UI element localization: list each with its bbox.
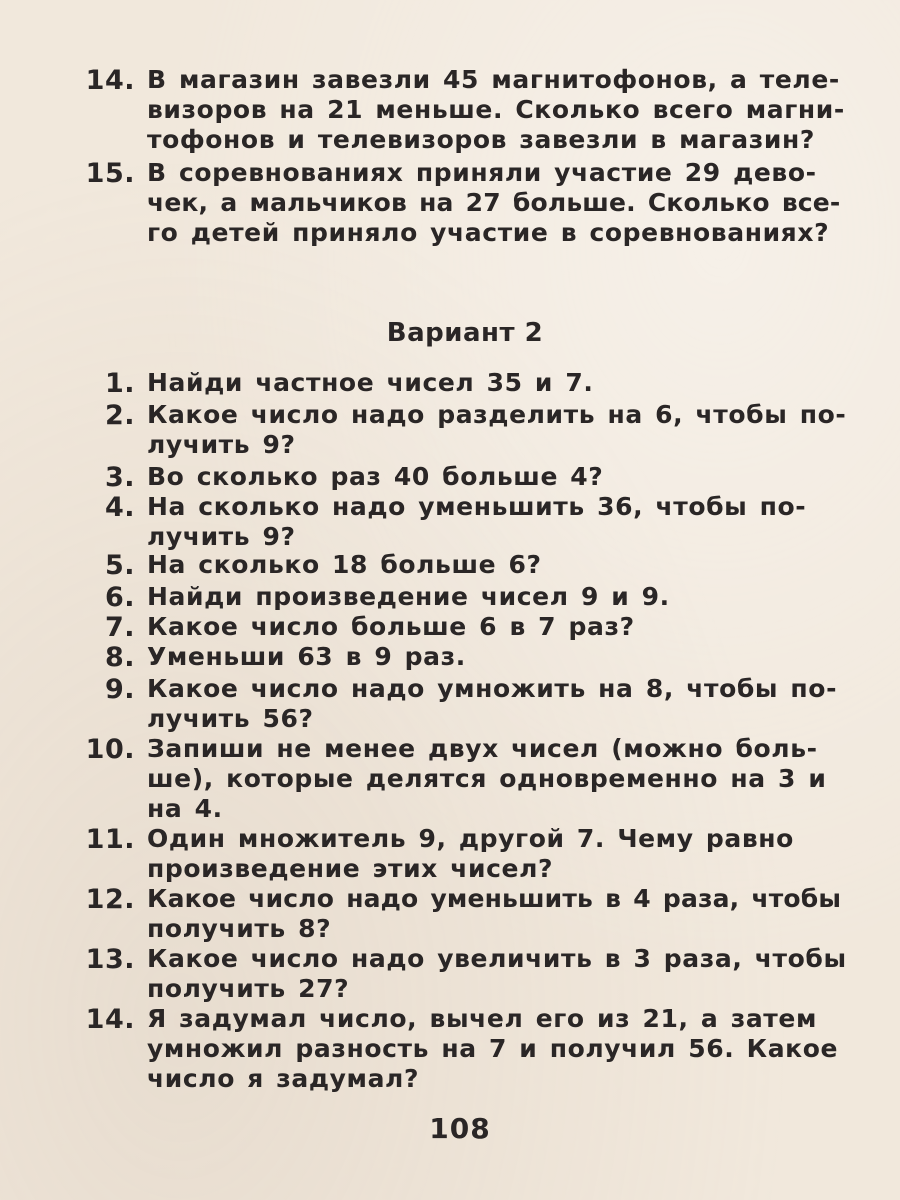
- problem-text: [147, 158, 847, 248]
- problem-number: 2.: [104, 400, 135, 431]
- problem-line: получить 8?: [147, 914, 332, 943]
- problem-line: Один множитель 9, другой 7. Чему равно: [147, 824, 794, 853]
- problem-text: [147, 734, 847, 824]
- problem-line: Найди произведение чисел 9 и 9.: [147, 582, 670, 611]
- problem-line: Какое число больше 6 в 7 раз?: [147, 612, 635, 641]
- problem-line: чек, а мальчиков на 27 больше. Сколько все-: [147, 188, 841, 217]
- problem-number: 13.: [85, 944, 135, 975]
- problem-number: 14.: [85, 1004, 135, 1035]
- problem-number: 4.: [104, 492, 135, 523]
- problem-text: [147, 884, 847, 944]
- problem-line: На сколько надо уменьшить 36, чтобы по-: [147, 492, 807, 521]
- problem-line: лучить 9?: [147, 430, 296, 459]
- problem-number: 11.: [85, 824, 135, 855]
- problem-line: произведение этих чисел?: [147, 854, 554, 883]
- problem-line: Какое число надо разделить на 6, чтобы по-: [147, 400, 847, 429]
- problem-number: 7.: [104, 612, 135, 643]
- problem-number: 15.: [85, 158, 135, 189]
- problem-number: 8.: [104, 642, 135, 673]
- problem-text: [147, 550, 847, 580]
- problem-line: тофонов и телевизоров завезли в магазин?: [147, 125, 815, 154]
- problem-text: [147, 824, 847, 884]
- problem-line: число я задумал?: [147, 1064, 420, 1093]
- problem-text: [147, 462, 847, 492]
- problem-number: 9.: [104, 674, 135, 705]
- problem-line: Уменьши 63 в 9 раз.: [147, 642, 466, 671]
- problem-number: 6.: [104, 582, 135, 613]
- variant-heading: Вариант 2: [386, 318, 544, 348]
- problem-line: ше), которые делятся одновременно на 3 и: [147, 764, 827, 793]
- problem-line: го детей приняло участие в соревнованиях?: [147, 218, 830, 247]
- problem-line: На сколько 18 больше 6?: [147, 550, 542, 579]
- problem-number: 1.: [104, 368, 135, 399]
- problem-line: Какое число надо уменьшить в 4 раза, чтобы: [147, 884, 842, 913]
- problem-number: 10.: [85, 734, 135, 765]
- problem-line: визоров на 21 меньше. Сколько всего магни-: [147, 95, 845, 124]
- problem-number: 5.: [104, 550, 135, 581]
- problem-text: [147, 368, 847, 398]
- problem-line: Какое число надо увеличить в 3 раза, чтобы: [147, 944, 847, 973]
- problem-line: на 4.: [147, 794, 223, 823]
- problem-line: получить 27?: [147, 974, 350, 1003]
- problem-text: [147, 65, 847, 155]
- problem-number: 3.: [104, 462, 135, 493]
- page-number: 108: [429, 1112, 491, 1145]
- problem-text: [147, 674, 847, 734]
- problem-text: [147, 582, 847, 612]
- problem-line: Найди частное чисел 35 и 7.: [147, 368, 594, 397]
- problem-line: умножил разность на 7 и получил 56. Какое: [147, 1034, 839, 1063]
- problem-text: [147, 642, 847, 672]
- problem-text: [147, 612, 847, 642]
- problem-line: Во сколько раз 40 больше 4?: [147, 462, 604, 491]
- problem-line: Я задумал число, вычел его из 21, а затем: [147, 1004, 817, 1033]
- problem-line: Запиши не менее двух чисел (можно боль-: [147, 734, 818, 763]
- problem-line: лучить 9?: [147, 522, 296, 551]
- problem-text: [147, 492, 847, 552]
- problem-number: 14.: [85, 65, 135, 96]
- problem-text: [147, 944, 847, 1004]
- problem-line: В магазин завезли 45 магнитофонов, а теле-: [147, 65, 840, 94]
- problem-text: [147, 400, 847, 460]
- problem-line: В соревнованиях приняли участие 29 дево-: [147, 158, 817, 187]
- problem-line: лучить 56?: [147, 704, 314, 733]
- problem-line: Какое число надо умножить на 8, чтобы по-: [147, 674, 838, 703]
- problem-number: 12.: [85, 884, 135, 915]
- problem-text: [147, 1004, 847, 1094]
